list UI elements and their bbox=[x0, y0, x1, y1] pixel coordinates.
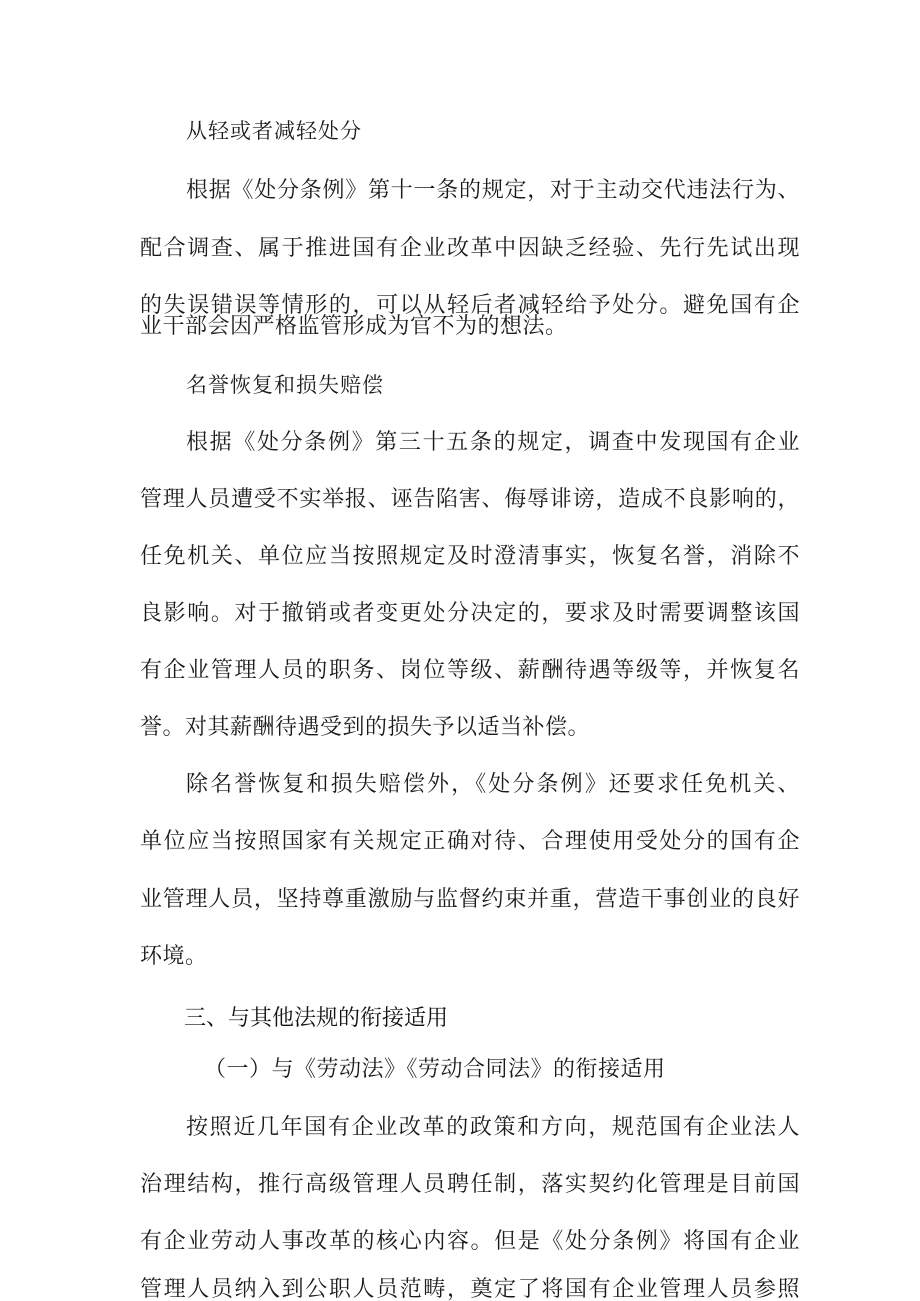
paragraph-line: 单位应当按照国家有关规定正确对待、合理使用受处分的国有企 bbox=[140, 829, 800, 854]
paragraph-line: 根据《处分条例》第三十五条的规定，调查中发现国有企业 bbox=[186, 430, 800, 455]
paragraph-line: 除名誉恢复和损失赔偿外，《处分条例》还要求任免机关、 bbox=[186, 772, 800, 797]
paragraph-line: 有企业劳动人事改革的核心内容。但是《处分条例》将国有企业 bbox=[140, 1229, 800, 1254]
subhead-lenient-punishment: 从轻或者减轻处分 bbox=[186, 119, 362, 143]
paragraph-line: 管理人员纳入到公职人员范畴，奠定了将国有企业管理人员参照 bbox=[140, 1277, 800, 1301]
section-heading: 三、与其他法规的衔接适用 bbox=[184, 1006, 449, 1031]
subhead-reputation-restoration: 名誉恢复和损失赔偿 bbox=[186, 373, 384, 397]
subsection-heading: （一）与《劳动法》《劳动合同法》的衔接适用 bbox=[204, 1057, 666, 1082]
paragraph-line: 良影响。对于撤销或者变更处分决定的，要求及时需要调整该国 bbox=[140, 601, 800, 626]
paragraph-line: 任免机关、单位应当按照规定及时澄清事实，恢复名誉，消除不 bbox=[140, 544, 800, 569]
paragraph-line: 治理结构，推行高级管理人员聘任制，落实契约化管理是目前国 bbox=[140, 1172, 800, 1197]
paragraph-line: 按照近几年国有企业改革的政策和方向，规范国有企业法人 bbox=[186, 1115, 800, 1140]
paragraph-line: 根据《处分条例》第十一条的规定，对于主动交代违法行为、 bbox=[186, 178, 800, 203]
paragraph-line: 环境。 bbox=[140, 944, 208, 969]
paragraph-line: 管理人员遭受不实举报、诬告陷害、侮辱诽谤，造成不良影响的， bbox=[140, 487, 800, 512]
paragraph-line: 业管理人员，坚持尊重激励与监督约束并重，营造干事创业的良好 bbox=[140, 887, 800, 912]
paragraph-line: 的失误错误等情形的，可以从轻后者减轻给予处分。避免国有企 bbox=[140, 293, 800, 318]
paragraph-line: 业干部会因严格监管形成为官不为的想法。 bbox=[140, 314, 568, 339]
paragraph-line: 誉。对其薪酬待遇受到的损失予以适当补偿。 bbox=[140, 715, 591, 740]
paragraph-line: 配合调查、属于推进国有企业改革中因缺乏经验、先行先试出现 bbox=[140, 236, 800, 261]
paragraph-line: 有企业管理人员的职务、岗位等级、薪酬待遇等级等，并恢复名 bbox=[140, 658, 800, 683]
